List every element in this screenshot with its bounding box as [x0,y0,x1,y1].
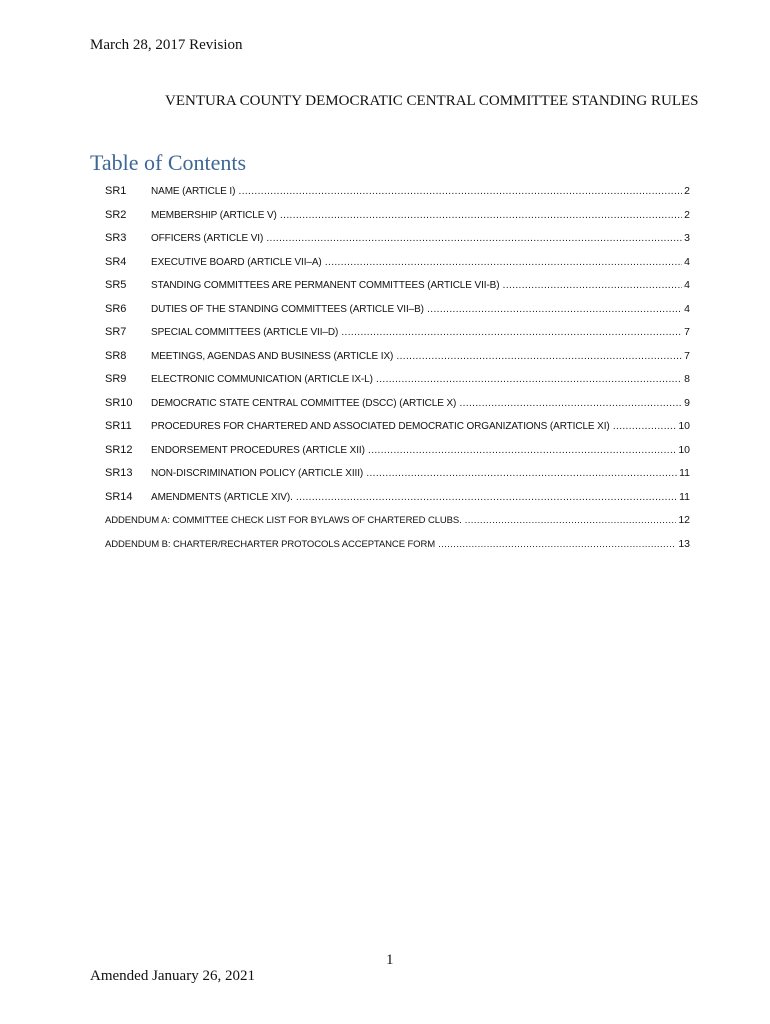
toc-entry-sr1[interactable] [105,185,690,209]
toc-entry-page: 4 [684,255,690,268]
toc-entry-number: SR3 [105,232,127,244]
toc-entry-sr4[interactable] [105,256,690,280]
toc-entry-number: SR14 [105,490,133,503]
toc-entry-title: ELECTRONIC COMMUNICATION (ARTICLE IX-L) ..... [151,374,682,385]
toc-entry-page: 3 [684,232,690,244]
toc-entry-title: SPECIAL COMMITTEES (ARTICLE VII–D) ..... [151,327,682,338]
toc-entry-sr5[interactable] [105,279,690,303]
toc-entry-number: SR1 [105,185,127,197]
toc-entry-number: SR9 [105,373,127,385]
toc-entry-sr3[interactable] [105,232,690,256]
toc-entry-title: NON-DISCRIMINATION POLICY (ARTICLE XIII) ..... [151,468,677,479]
toc-entry-page: 9 [684,396,690,409]
page-number: 1 [386,952,394,968]
toc-entry-sr11[interactable] [105,420,690,444]
toc-entry-title: ENDORSEMENT PROCEDURES (ARTICLE XII) ..... [151,445,676,456]
toc-entry-number: SR4 [105,255,127,268]
toc-entry-sr6[interactable] [105,303,690,327]
toc-entry-number: SR8 [105,349,127,362]
toc-entry-page: 11 [679,490,690,503]
toc-entry-page: 4 [684,302,690,315]
document-title: VENTURA COUNTY DEMOCRATIC CENTRAL COMMITTEE STANDING RULES [165,93,699,109]
toc-entry-number: SR5 [105,279,127,291]
toc-entry-page: 7 [684,349,690,362]
toc-entry-title: ADDENDUM B: CHARTER/RECHARTER PROTOCOLS ACCEPTANCE FORM ..... [105,539,676,550]
toc-entry-page: 2 [684,208,690,221]
toc-entry-sr13[interactable] [105,467,690,491]
toc-entry-title: OFFICERS (ARTICLE VI) ..... [151,233,682,244]
toc-entry-page: 13 [678,537,690,550]
toc-entry-title: DEMOCRATIC STATE CENTRAL COMMITTEE (DSCC) (ARTICLE X) ..... [151,398,682,409]
toc-entry-page: 8 [684,373,690,385]
toc-entry-title: NAME (ARTICLE I) ..... [151,186,682,197]
toc-entry-page: 2 [684,185,690,197]
toc-entry-sr12[interactable] [105,444,690,468]
toc-entry-sr9[interactable] [105,373,690,397]
toc-entry-number: SR2 [105,208,127,221]
toc-entry-title: MEMBERSHIP (ARTICLE V) ..... [151,210,682,221]
toc-entry-sr2[interactable] [105,209,690,233]
toc-entry-addendum-a[interactable] [105,514,690,538]
toc-entry-number: SR13 [105,467,133,479]
toc-entry-title: STANDING COMMITTEES ARE PERMANENT COMMITTEES (ARTICLE VII-B) ..... [151,280,682,291]
toc-entry-number: SR10 [105,396,133,409]
toc-entry-page: 4 [684,279,690,291]
amended-date: Amended January 26, 2021 [90,968,255,984]
toc-entry-title: MEETINGS, AGENDAS AND BUSINESS (ARTICLE IX) ..... [151,351,682,362]
toc-entry-sr8[interactable] [105,350,690,374]
toc-entry-title: EXECUTIVE BOARD (ARTICLE VII–A) ..... [151,257,682,268]
toc-entry-number: SR12 [105,443,133,456]
toc-entry-sr7[interactable] [105,326,690,350]
toc-entry-title: ADDENDUM A: COMMITTEE CHECK LIST FOR BYLAWS OF CHARTERED CLUBS. ..... [105,515,676,526]
toc-entry-page: 11 [679,467,690,479]
toc-entry-sr10[interactable] [105,397,690,421]
toc-entry-number: SR6 [105,302,127,315]
toc-entry-addendum-b[interactable] [105,538,690,562]
toc-entry-page: 7 [684,326,690,338]
toc-entry-title: PROCEDURES FOR CHARTERED AND ASSOCIATED DEMOCRATIC ORGANIZATIONS (ARTICLE XI) ..... [151,421,676,432]
toc-entry-sr14[interactable] [105,491,690,515]
toc-heading: Table of Contents [90,150,247,175]
revision-date: March 28, 2017 Revision [90,37,243,53]
toc-entry-title: AMENDMENTS (ARTICLE XIV). ..... [151,492,677,503]
toc-entry-title: DUTIES OF THE STANDING COMMITTEES (ARTICLE VII–B) ..... [151,304,682,315]
toc-entry-page: 12 [678,514,690,526]
toc-entry-page: 10 [678,443,690,456]
toc-entry-page: 10 [678,420,690,432]
toc-entry-number: SR7 [105,326,127,338]
table-of-contents [105,185,690,561]
toc-entry-number: SR11 [105,420,132,432]
